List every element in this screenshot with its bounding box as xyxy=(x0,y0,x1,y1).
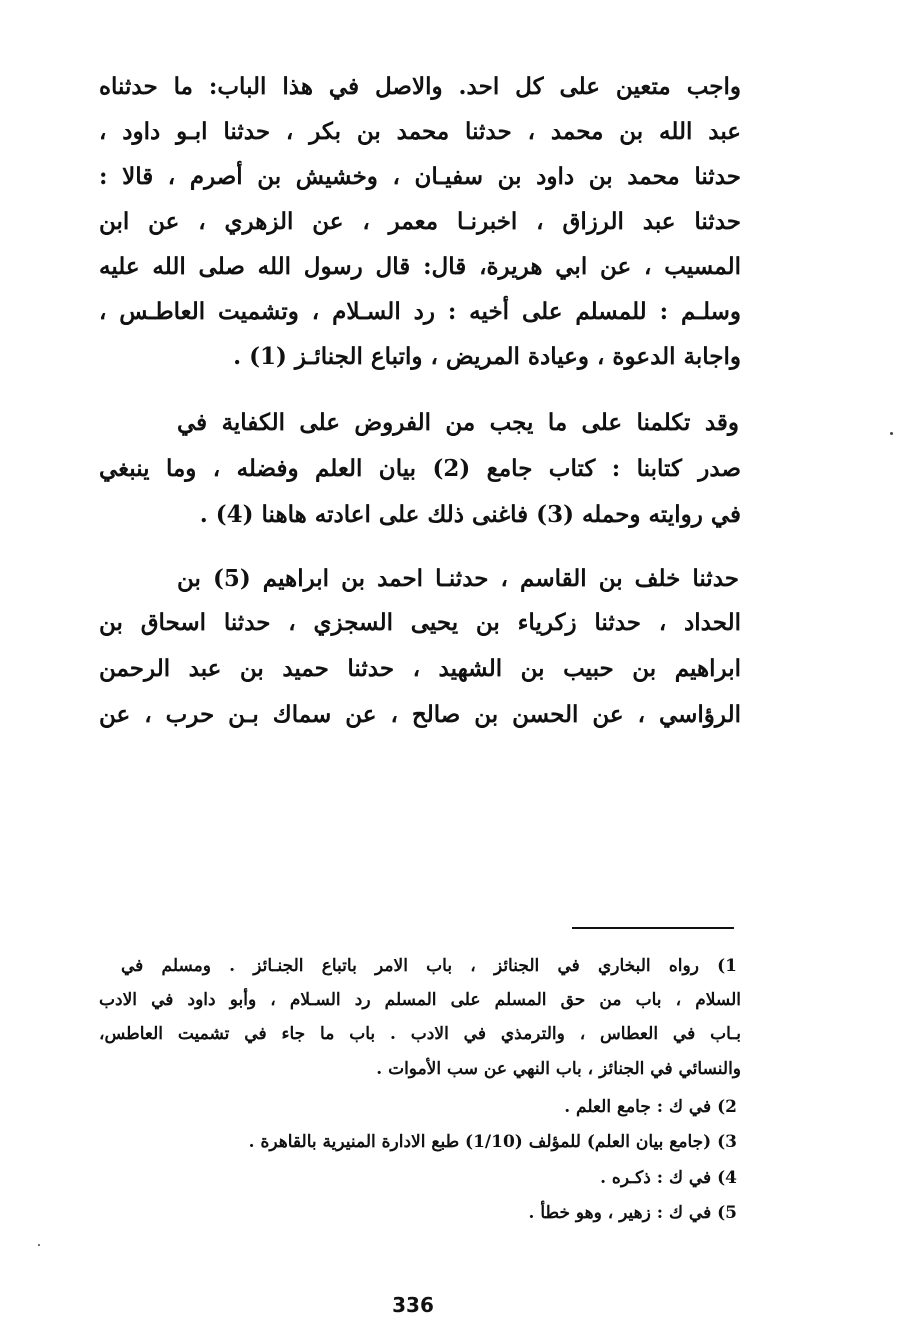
footnote-line: 1) رواه البخاري في الجنائز ، باب الامر باتباع الجنـائز . ومسلم في xyxy=(121,956,737,976)
body-text-line: صدر كتابنا : كتاب جامع (2) بيان العلم وفضله ، وما ينبغي xyxy=(99,455,741,482)
body-text-line: ابراهيم بن حبيب بن الشهيد ، حدثنا حميد بن عبد الرحمن xyxy=(99,655,741,682)
scan-speck xyxy=(38,1244,40,1246)
footnote-line: 2) في ك : جامع العلم . xyxy=(564,1097,737,1117)
body-text-line: وقد تكلمنا على ما يجب من الفروض على الكفاية في xyxy=(177,409,739,436)
body-text-line: عبد الله بن محمد ، حدثنا محمد بن بكر ، حدثنا ابـو داود ، xyxy=(99,118,741,145)
footnote-line: السلام ، باب من حق المسلم على المسلم رد السـلام ، وأبو داود في الادب xyxy=(99,990,741,1010)
scan-speck xyxy=(890,432,893,435)
body-text-line: واجب متعين على كل احد. والاصل في هذا الباب: ما حدثناه xyxy=(99,73,741,100)
footnote-line: 3) (جامع بيان العلم) للمؤلف (1/10) طبع الادارة المنيرية بالقاهرة . xyxy=(248,1132,737,1152)
footnote-line: 4) في ك : ذكـره . xyxy=(600,1168,737,1188)
footnote-separator xyxy=(572,927,734,929)
body-text-line: وسلـم : للمسلم على أخيه : رد السـلام ، وتشميت العاطـس ، xyxy=(99,298,741,325)
body-text-line: في روايته وحمله (3) فاغنى ذلك على اعادته هاهنا (4) . xyxy=(199,501,741,528)
page-number: 336 xyxy=(392,1293,434,1317)
body-text-line: حدثنا عبد الرزاق ، اخبرنـا معمر ، عن الزهري ، عن ابن xyxy=(99,208,741,235)
body-text-line: الرؤاسي ، عن الحسن بن صالح ، عن سماك بـن حرب ، عن xyxy=(99,701,741,728)
body-text-line: المسيب ، عن ابي هريرة، قال: قال رسول الله صلى الله عليه xyxy=(99,253,741,280)
body-text-line: الحداد ، حدثنا زكرياء بن يحيى السجزي ، حدثنا اسحاق بن xyxy=(99,609,741,636)
body-text-line: واجابة الدعوة ، وعيادة المريض ، واتباع الجنائـز (1) . xyxy=(233,343,741,370)
body-text-line: حدثنا خلف بن القاسم ، حدثنـا احمد بن ابراهيم (5) بن xyxy=(177,565,739,592)
footnote-line: بـاب في العطاس ، والترمذي في الادب . باب ما جاء في تشميت العاطس، xyxy=(99,1024,741,1044)
footnote-line: 5) في ك : زهير ، وهو خطأ . xyxy=(528,1203,737,1223)
body-text-line: حدثنا محمد بن داود بن سفيـان ، وخشيش بن أصرم ، قالا : xyxy=(99,163,741,190)
footnote-line: والنسائي في الجنائز ، باب النهي عن سب الأموات . xyxy=(376,1059,741,1079)
